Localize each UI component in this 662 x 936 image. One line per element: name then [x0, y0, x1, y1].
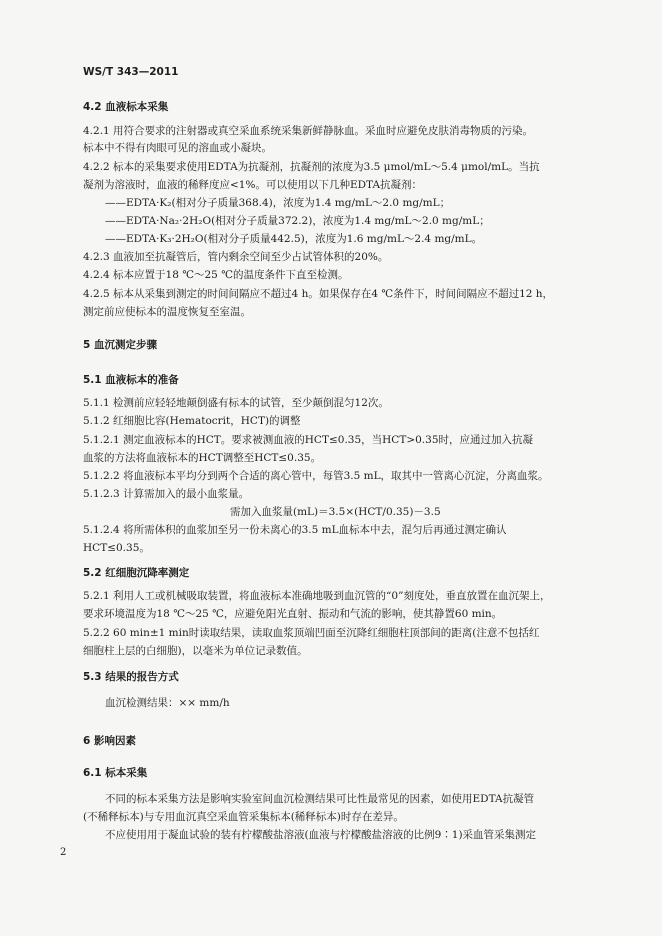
- standard-header: WS/T 343—2011: [83, 66, 179, 78]
- chapter-heading: 6 影响因素: [83, 735, 136, 747]
- paragraph-line: 5.1.1 检测前应轻轻地颠倒盛有标本的试管，至少颠倒混匀12次。: [83, 397, 389, 409]
- paragraph-line: 血浆的方法将血液标本的HCT调整至HCT≤0.35。: [83, 452, 322, 464]
- paragraph-line: 测定前应使标本的温度恢复至室温。: [83, 306, 251, 318]
- paragraph-line: 5.2.1 利用人工或机械吸取装置，将血液标本准确地吸到血沉管的“0”刻度处，垂直放置在血沉架上，: [83, 590, 551, 602]
- paragraph-line: 5.1.2.2 将血液标本平均分到两个合适的离心管中，每管3.5 mL，取其中一管离心沉淀，分离血浆。: [83, 470, 549, 482]
- paragraph-line: 4.2.4 标本应置于18 ℃～25 ℃的温度条件下直至检测。: [83, 269, 349, 281]
- paragraph-line: 标本中不得有肉眼可见的溶血或小凝块。: [83, 142, 272, 154]
- paragraph-line: 5.1.2.3 计算需加入的最小血浆量。: [83, 488, 250, 500]
- paragraph-line: HCT≤0.35。: [83, 542, 150, 554]
- section-heading: 4.2 血液标本采集: [83, 101, 169, 113]
- paragraph-line: 5.1.2.1 测定血液标本的HCT。要求被测血液的HCT≤0.35，当HCT>0.35时，应通过加入抗凝: [83, 434, 534, 446]
- list-item: ——EDTA·K₃·2H₂O(相对分子质量442.5)，浓度为1.6 mg/mL～2.4 mg/mL。: [105, 233, 483, 245]
- section-heading: 5.1 血液标本的准备: [83, 374, 179, 386]
- paragraph-line: 细胞柱上层的白细胞)，以毫米为单位记录数值。: [83, 645, 308, 657]
- list-item: ——EDTA·Na₂·2H₂O(相对分子质量372.2)，浓度为1.4 mg/mL～2.0 mg/mL；: [105, 215, 490, 227]
- paragraph-line: 不同的标本采集方法是影响实验室间血沉检测结果可比性最常见的因素，如使用EDTA抗凝管: [105, 793, 535, 805]
- paragraph-line: 要求环境温度为18 ℃～25 ℃，应避免阳光直射、振动和气流的影响，使其静置60 min。: [83, 608, 503, 620]
- paragraph-line: 4.2.3 血液加至抗凝管后，管内剩余空间至少占试管体积的20%。: [83, 251, 389, 263]
- section-heading: 5.2 红细胞沉降率测定: [83, 567, 190, 579]
- page-number: 2: [60, 847, 67, 858]
- formula: 需加入血浆量(mL)＝3.5×(HCT/0.35)－3.5: [230, 506, 441, 518]
- paragraph-line: 凝剂为溶液时，血液的稀释度应<1%。可以使用以下几种EDTA抗凝剂：: [83, 179, 423, 191]
- paragraph-line: 4.2.5 标本从采集到测定的时间间隔应不超过4 h。如果保存在4 ℃条件下，时间间隔应不超过12 h，: [83, 288, 554, 300]
- paragraph-line: 5.1.2 红细胞比容(Hematocrit，HCT)的调整: [83, 415, 301, 427]
- paragraph-line: 不应使用用于凝血试验的装有柠檬酸盐溶液(血液与柠檬酸盐溶液的比例9∶1)采血管采集测定: [105, 829, 537, 841]
- paragraph-line: 4.2.1 用符合要求的注射器或真空采血系统采集新鲜静脉血。采血时应避免皮肤消毒物质的污染。: [83, 125, 534, 137]
- paragraph-line: 5.2.2 60 min±1 min时读取结果，读取血浆顶端凹面至沉降红细胞柱顶部间的距离(注意不包括红: [83, 627, 540, 639]
- chapter-heading: 5 血沉测定步骤: [83, 339, 157, 351]
- paragraph-line: 血沉检测结果：×× mm/h: [105, 697, 230, 709]
- paragraph-line: 4.2.2 标本的采集要求使用EDTA为抗凝剂，抗凝剂的浓度为3.5 μmol/mL～5.4 μmol/mL。当抗: [83, 161, 540, 173]
- paragraph-line: (不稀释标本)与专用血沉真空采血管采集标本(稀释标本)时存在差异。: [83, 811, 404, 823]
- section-heading: 6.1 标本采集: [83, 767, 148, 779]
- list-item: ——EDTA·K₂(相对分子质量368.4)，浓度为1.4 mg/mL～2.0 mg/mL；: [105, 197, 451, 209]
- section-heading: 5.3 结果的报告方式: [83, 671, 179, 683]
- paragraph-line: 5.1.2.4 将所需体积的血浆加至另一份未离心的3.5 mL血标本中去，混匀后再通过测定确认: [83, 524, 507, 536]
